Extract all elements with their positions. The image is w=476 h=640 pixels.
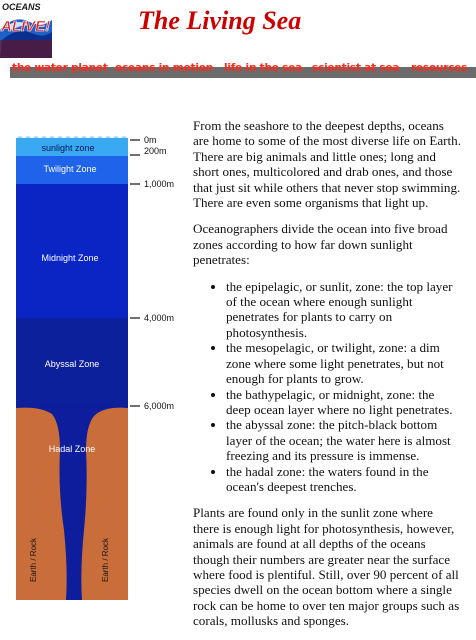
- zone-list: [193, 279, 461, 495]
- zone-label-sunlight: sunlight zone: [41, 143, 95, 153]
- zone-label-abyssal: Abyssal Zone: [44, 359, 100, 369]
- intro-paragraph: From the seashore to the deepest depths, oceans are home to some of the most diverse life on Earth. There are big animals and little ones; long and short ones, multicolored and drab ones, and those that just sit while others that never stop swimming. There are even some organisms that light up.: [193, 118, 461, 211]
- zone-label-midnight: Midnight Zone: [41, 253, 99, 263]
- zones-intro-paragraph: Oceanographers divide the ocean into five broad zones according to how far down sunlight penetrates:: [193, 221, 448, 268]
- earth-rock-left: [16, 408, 67, 600]
- nav-link-life-sea[interactable]: life in the sea: [224, 62, 303, 74]
- depth-label-1000m: 1,000m: [144, 179, 175, 189]
- earth-label-left: Earth / Rock: [29, 537, 38, 583]
- logo-line1: OCEANS: [2, 2, 41, 12]
- nav-link-scientist-sea[interactable]: scientist at sea: [312, 62, 400, 74]
- logo-line2: ALIVE!: [1, 18, 51, 35]
- page-title: The Living Sea: [138, 6, 302, 35]
- depth-label-200m: 200m: [144, 146, 167, 156]
- main-nav: [0, 58, 476, 84]
- article-body: [193, 118, 461, 640]
- earth-label-right: Earth / Rock: [101, 537, 110, 583]
- nav-link-water-planet[interactable]: the water planet: [12, 62, 108, 74]
- oceans-alive-logo[interactable]: [0, 0, 52, 58]
- ocean-zones-diagram: [0, 130, 190, 600]
- zone-label-twilight: Twilight Zone: [43, 164, 97, 174]
- depth-label-6000m: 6,000m: [144, 401, 175, 411]
- zone-list-item-bathypelagic: • the bathypelagic, or midnight, zone: the deep ocean layer where no light penetrates.: [226, 387, 461, 418]
- zone-list-item-epipelagic: • the epipelagic, or sunlit, zone: the top layer of the ocean where enough sunlight penetrates for plants to carry on photosynthesis.: [226, 279, 461, 341]
- depth-label-4000m: 4,000m: [144, 313, 175, 323]
- nav-link-resources[interactable]: resources: [411, 62, 468, 74]
- midnight-zone-band: [16, 184, 128, 318]
- depth-label-0m: 0m: [144, 135, 157, 145]
- zone-list-item-abyssal: • the abyssal zone: the pitch-black bottom layer of the ocean; the water here is almost freezing and its pressure is immense.: [226, 417, 461, 463]
- zone-list-item-mesopelagic: • the mesopelagic, or twilight, zone: a dim zone where some light penetrates, but not enough for plants to grow.: [226, 340, 461, 386]
- closing-paragraph: Plants are found only in the sunlit zone where there is enough light for photosynthesis, however, animals are found at all depths of the oceans though their numbers are greater near the surface where food is plentiful. Still, over 90 percent of all species dwell on the ocean bottom where a single rock can be home to over ten major groups such as corals, mollusks and sponges.: [193, 505, 460, 629]
- zone-label-hadal: Hadal Zone: [48, 444, 96, 454]
- nav-link-oceans-motion[interactable]: oceans in motion: [115, 62, 214, 74]
- zone-list-item-hadal: • the hadal zone: the waters found in the ocean's deepest trenches.: [226, 464, 461, 495]
